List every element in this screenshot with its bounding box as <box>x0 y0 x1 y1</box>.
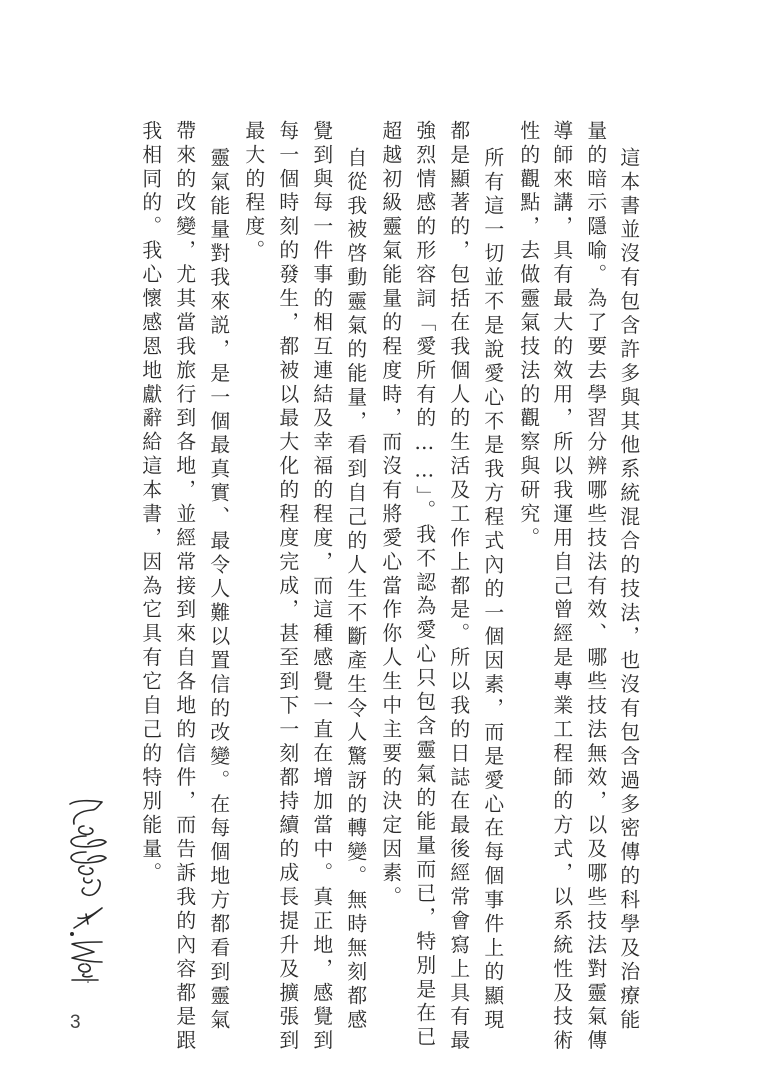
page-number: 3 <box>70 1012 81 1033</box>
text-line: 我相同的。我心懷感恩地獻辭給這本書，因為它具有它自己的特別能量。 <box>138 120 162 887</box>
text-line: 性的觀點，去做靈氣技法的觀察與研究。 <box>516 120 540 551</box>
text-line: 自從我被啓動靈氣的能量，看到自己的人生不斷產生令人驚訝的轉變。無時無刻都感 <box>343 147 367 1033</box>
text-line: 量的暗示隱喻。為了要去學習分辨哪些技法有效、哪些技法無效，以及哪些技法對靈氣傳 <box>583 120 607 1054</box>
text-line: 帶來的改變，尤其當我旅行到各地，並經常接到來自各地的信件，而告訴我的內容都是跟 <box>172 120 196 1054</box>
text-line: 這本書並沒有包含許多與其他系統混合的技法，也沒有包含過多密傳的科學及治療能 <box>616 147 640 1033</box>
text-line: 每一個時刻的發生，都被以最大化的程度完成，甚至到下一刻都持續的成長提升及擴張到 <box>275 120 299 1054</box>
text-line: 覺到與每一件事的相互連結及幸福的程度，而這種感覺一直在增加當中。真正地，感覺到 <box>309 120 333 1054</box>
text-line: 靈氣能量對我來説，是一個最真實、最令人難以置信的改變。在每個地方都看到靈氣 <box>206 147 230 1033</box>
text-line: 強烈情感的形容詞「愛所有的……」。我不認為愛心只包含靈氣的能量而已，特別是在已 <box>412 120 436 1051</box>
text-line: 導師來講，具有最大的效用，所以我運用自己曾經是專業工程師的方式，以系統性及技術 <box>549 120 573 1054</box>
text-line: 超越初級靈氣能量的程度時，而沒有將愛心當作你人生中主要的決定因素。 <box>378 120 402 911</box>
author-signature <box>62 796 114 984</box>
text-line: 最大的程度。 <box>241 120 265 264</box>
text-line: 都是顯著的，包括在我個人的生活及工作上都是。所以我的日誌在最後經常會寫上具有最 <box>446 120 470 1054</box>
text-line: 所有這一切並不是說愛心不是我方程式內的一個因素，而是愛心在每個事件上的顯現 <box>480 147 504 1033</box>
